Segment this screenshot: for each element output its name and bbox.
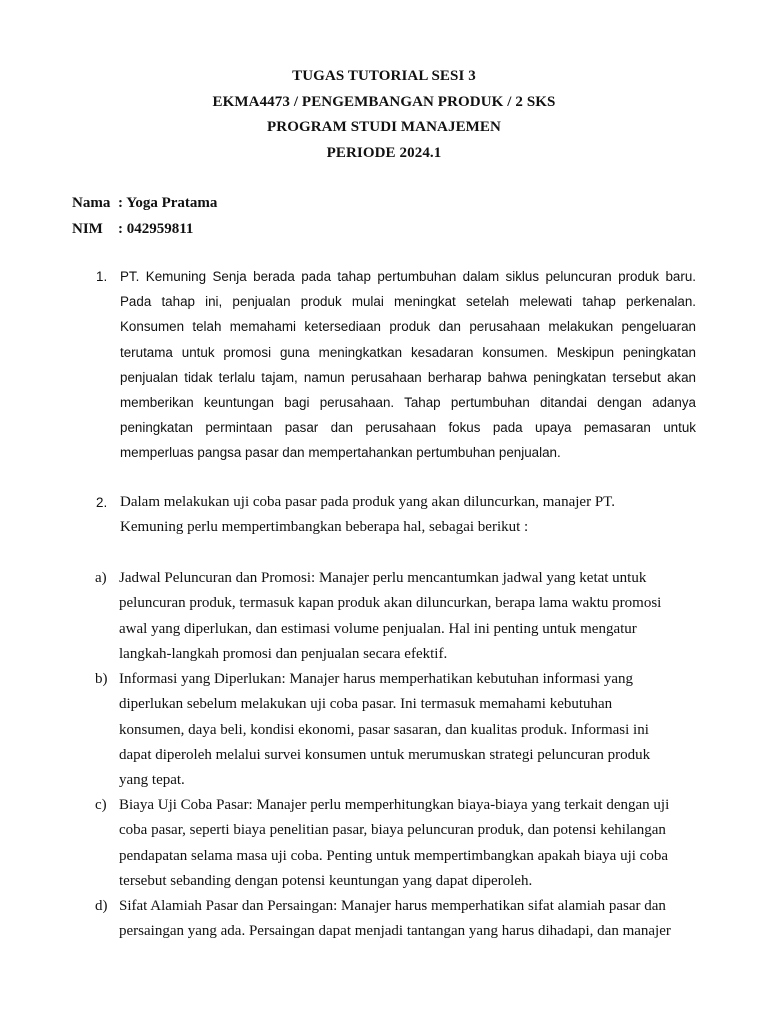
text-line: penjualan tidak terlalu tajam, namun perusahaan berharap bahwa peningkatan tersebut akan [120, 369, 696, 385]
text-line: memperluas pangsa pasar dan mempertahankan pertumbuhan penjualan. [120, 445, 561, 461]
text-line: Biaya Uji Coba Pasar: Manajer perlu memperhitungkan biaya-biaya yang terkait dengan uji [119, 797, 670, 813]
text-line: peluncuran produk, termasuk kapan produk akan diluncurkan, berapa lama waktu promosi [119, 595, 662, 612]
text-line: diperlukan sebelum melakukan uji coba pasar. Ini termasuk memahami kebutuhan [119, 696, 613, 713]
text-line: konsumen, daya beli, kondisi ekonomi, pasar sasaran, dan kualitas produk. Informasi ini [119, 721, 649, 738]
item-text [119, 793, 695, 894]
item-number: 2. [96, 495, 108, 510]
item-text [119, 667, 695, 793]
text-line: Kemuning perlu mempertimbangkan beberapa hal, sebagai berikut : [120, 519, 529, 536]
nim-row [72, 216, 217, 242]
text-line: Jadwal Peluncuran dan Promosi: Manajer perlu mencantumkan jadwal yang ketat untuk [119, 570, 647, 586]
text-line: pendapatan selama masa uji coba. Penting untuk mempertimbangkan apakah biaya uji coba [119, 847, 668, 864]
text-line: memberikan keuntungan bagi perusahaan. Tahap pertumbuhan ditandai dengan adanya [120, 394, 696, 410]
item-text [120, 264, 696, 466]
sub-item-d [95, 894, 695, 945]
item-text [120, 490, 696, 541]
text-line: dapat diperoleh melalui survei konsumen untuk merumuskan strategi peluncuran produk [119, 746, 651, 763]
text-line: terutama untuk promosi guna meningkatkan kesadaran konsumen. Meskipun peningkatan [120, 344, 696, 360]
text-line: Dalam melakukan uji coba pasar pada produk yang akan diluncurkan, manajer PT. [120, 494, 615, 510]
answer-item-2 [96, 490, 696, 541]
text-line: tersebut sebanding dengan potensi keuntungan yang dapat diperoleh. [119, 872, 533, 889]
sub-item-c [95, 793, 695, 894]
text-line: persaingan yang ada. Persaingan dapat menjadi tantangan yang harus dihadapi, dan manajer [119, 923, 671, 940]
item-number: 1. [96, 269, 108, 284]
name-value: : Yoga Pratama [118, 195, 218, 211]
period-title: PERIODE 2024.1 [326, 144, 442, 161]
text-line: peningkatan permintaan pasar dan perusahaan fokus pada upaya pemasaran untuk [120, 420, 696, 436]
nim-value: : 042959811 [118, 221, 194, 237]
text-line: Sifat Alamiah Pasar dan Persaingan: Manajer harus memperhatikan sifat alamiah pasar dan [119, 898, 666, 914]
course-title: EKMA4473 / PENGEMBANGAN PRODUK / 2 SKS [212, 93, 556, 110]
text-line: coba pasar, seperti biaya penelitian pasar, biaya peluncuran produk, dan potensi kehilangan [119, 822, 666, 839]
program-title: PROGRAM STUDI MANAJEMEN [267, 119, 501, 135]
text-line: Informasi yang Diperlukan: Manajer harus memperhatikan kebutuhan informasi yang [119, 671, 634, 687]
document-header [0, 64, 768, 166]
name-row [72, 190, 217, 216]
student-identity [72, 190, 217, 242]
sub-item-a [95, 566, 695, 667]
item-text [119, 894, 695, 945]
item-letter: d) [95, 898, 108, 914]
answer-item-1 [96, 264, 696, 466]
text-line: langkah-langkah promosi dan penjualan secara efektif. [119, 645, 448, 662]
text-line: PT. Kemuning Senja berada pada tahap pertumbuhan dalam siklus peluncuran produk baru. [120, 269, 696, 284]
text-line: yang tepat. [119, 772, 185, 789]
text-line: Konsumen telah memahami ketersediaan produk dan perusahaan melakukan pengeluaran [120, 319, 696, 335]
text-line: awal yang diperlukan, dan estimasi volume penjualan. Hal ini penting untuk mengatur [119, 620, 637, 637]
text-line: Pada tahap ini, penjualan produk mulai meningkat setelah melewati tahap perkenalan. [120, 294, 696, 310]
name-label: Nama [72, 195, 111, 211]
assignment-title: TUGAS TUTORIAL SESI 3 [292, 68, 476, 84]
item-letter: a) [95, 570, 107, 586]
sub-item-b [95, 667, 695, 793]
item-letter: c) [95, 797, 107, 813]
item-text [119, 566, 695, 667]
nim-label: NIM [72, 221, 103, 237]
item-letter: b) [95, 671, 108, 687]
